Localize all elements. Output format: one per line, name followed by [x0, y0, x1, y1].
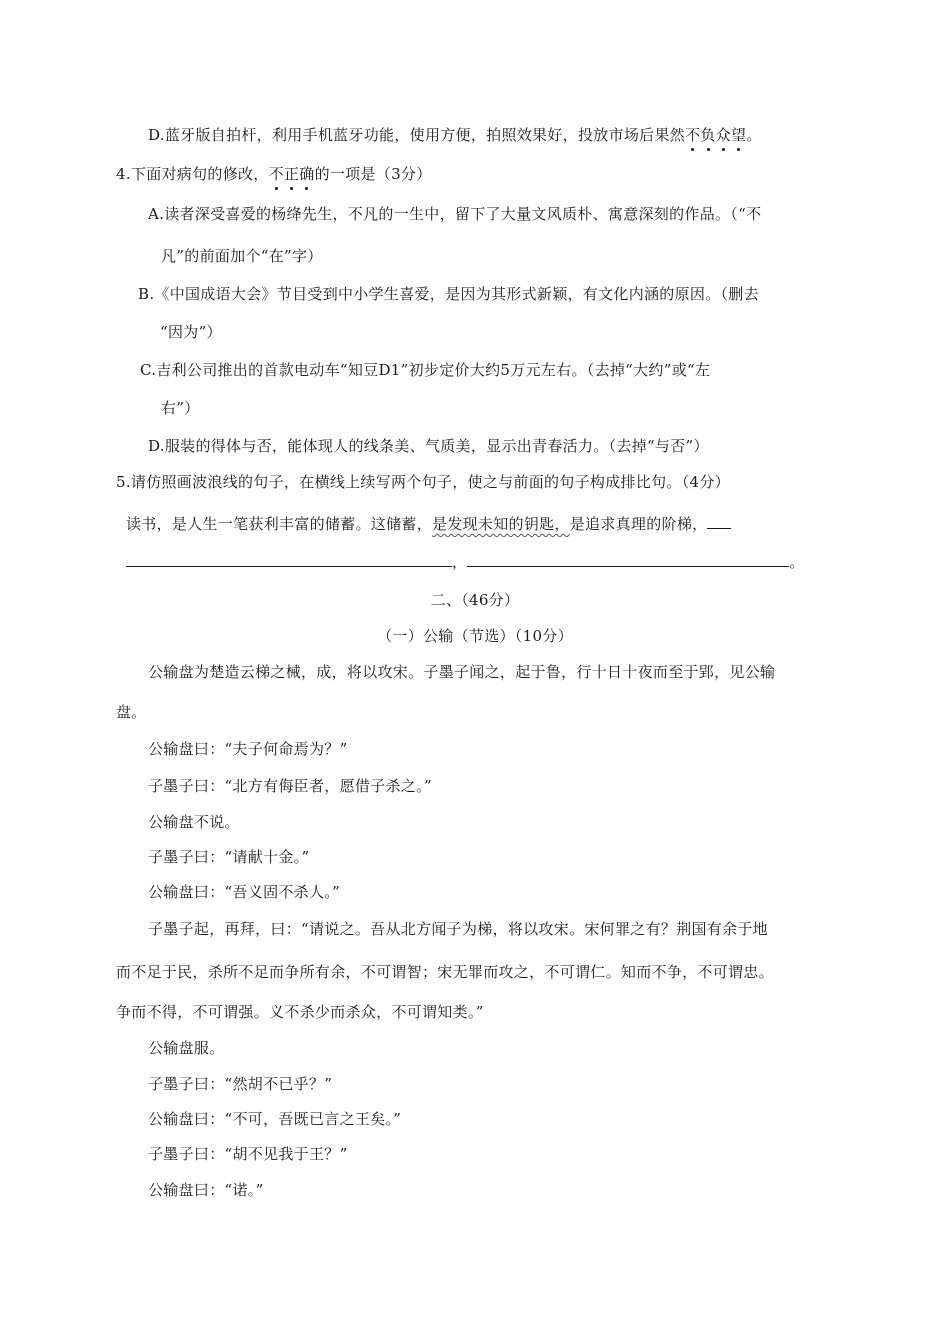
- passage-p12: 公输盘曰：“诺。”: [148, 1181, 264, 1199]
- emphasis-dot-char: 不: [685, 126, 701, 144]
- q4-option-b-line2: “因为”）: [160, 323, 222, 341]
- passage-p3: 子墨子曰：“北方有侮臣者，愿借子杀之。”: [148, 777, 432, 795]
- q5-wavy-phrase: 是发现未知的钥匙，: [432, 515, 570, 533]
- emphasis-dot-char: 不: [268, 165, 284, 183]
- q3-option-d-text: D.蓝牙版自拍杆，利用手机蓝牙功能，使用方便，拍照效果好，投放市场后果然: [148, 126, 686, 144]
- passage-p7-line3: 争而不得，不可谓强。义不杀少而杀众，不可谓知类。”: [116, 1003, 484, 1021]
- passage-p6: 公输盘曰：“吾义固不杀人。”: [148, 883, 341, 901]
- passage-p1-line1: 公输盘为楚造云梯之械，成，将以攻宋。子墨子闻之，起于鲁，行十日十夜而至于郢，见公输: [148, 663, 776, 681]
- q5-sentence-tail: 是追求真理的阶梯，: [569, 515, 708, 533]
- section-subheading: （一）公输（节选）（10分）: [377, 627, 573, 645]
- q4-stem-dotted: [269, 165, 315, 183]
- passage-p4: 公输盘不说。: [148, 813, 240, 831]
- q5-period: 。: [789, 553, 805, 571]
- q4-stem-after: 的一项是（3分）: [314, 165, 432, 183]
- passage-p9: 子墨子曰：“然胡不已乎？”: [148, 1075, 333, 1093]
- q3-option-d-dotted-phrase: [685, 126, 746, 144]
- q5-answer-line: [126, 550, 805, 572]
- q4-stem-before: 4.下面对病句的修改，: [116, 165, 269, 183]
- passage-p7-line1: 子墨子起，再拜，曰：“请说之。吾从北方闻子为梯，将以攻宋。宋何罪之有？荆国有余于地: [148, 920, 768, 938]
- passage-p8: 公输盘服。: [148, 1039, 225, 1057]
- q3-option-d-end: 。: [746, 126, 762, 144]
- q5-answer-blank-1[interactable]: [126, 550, 452, 567]
- q4-option-a-line2: 凡”的前面加个“在”字）: [161, 247, 323, 265]
- passage-p7-line2: 而不足于民，杀所不足而争所有余，不可谓智；宋无罪而攻之，不可谓仁。知而不争，不可谓忠。: [116, 963, 774, 981]
- q5-answer-blank-start[interactable]: [707, 512, 731, 529]
- passage-p10: 公输盘曰：“不可，吾既已言之王矣。”: [148, 1110, 402, 1128]
- q5-answer-blank-2[interactable]: [467, 550, 789, 567]
- emphasis-dot-char: 众: [715, 126, 732, 144]
- section-heading: 二、（46分）: [430, 591, 520, 609]
- passage-p2: 公输盘曰：“夫子何命焉为？”: [148, 740, 348, 758]
- emphasis-dot-char: 负: [700, 126, 716, 144]
- passage-p11: 子墨子曰：“胡不见我于王？”: [148, 1145, 348, 1163]
- passage-p1-line2: 盘。: [116, 703, 147, 721]
- q5-sentence-lead: 读书，是人生一笔获利丰富的储蓄。这储蓄，: [126, 515, 433, 533]
- q4-option-c-line2: 右”）: [161, 399, 200, 417]
- q4-option-c-line1: C.吉利公司推出的首款电动车“知豆D1”初步定价大约5万元左右。（去掉“大约”或“左: [140, 361, 711, 379]
- q5-stem: 5.请仿照画波浪线的句子，在横线上续写两个句子，使之与前面的句子构成排比句。（4分）: [116, 473, 730, 491]
- q4-stem: [116, 164, 432, 184]
- q4-option-b-line1: B.《中国成语大会》节目受到中小学生喜爱，是因为其形式新颖，有文化内涵的原因。（删去: [138, 285, 759, 303]
- q5-sentence: [126, 512, 731, 534]
- emphasis-dot-char: 确: [299, 165, 315, 183]
- emphasis-dot-char: 正: [283, 165, 300, 183]
- emphasis-dot-char: 望: [731, 126, 747, 144]
- q4-option-a-line1: A.读者深受喜爱的杨绛先生，不凡的一生中，留下了大量文风质朴、寓意深刻的作品。（“不: [148, 205, 762, 223]
- passage-p5: 子墨子曰：“请献十金。”: [148, 848, 310, 866]
- q3-option-d: [148, 125, 762, 145]
- q4-option-d: D.服装的得体与否，能体现人的线条美、气质美，显示出青春活力。（去掉“与否”）: [148, 437, 709, 455]
- q5-comma: ，: [452, 553, 468, 571]
